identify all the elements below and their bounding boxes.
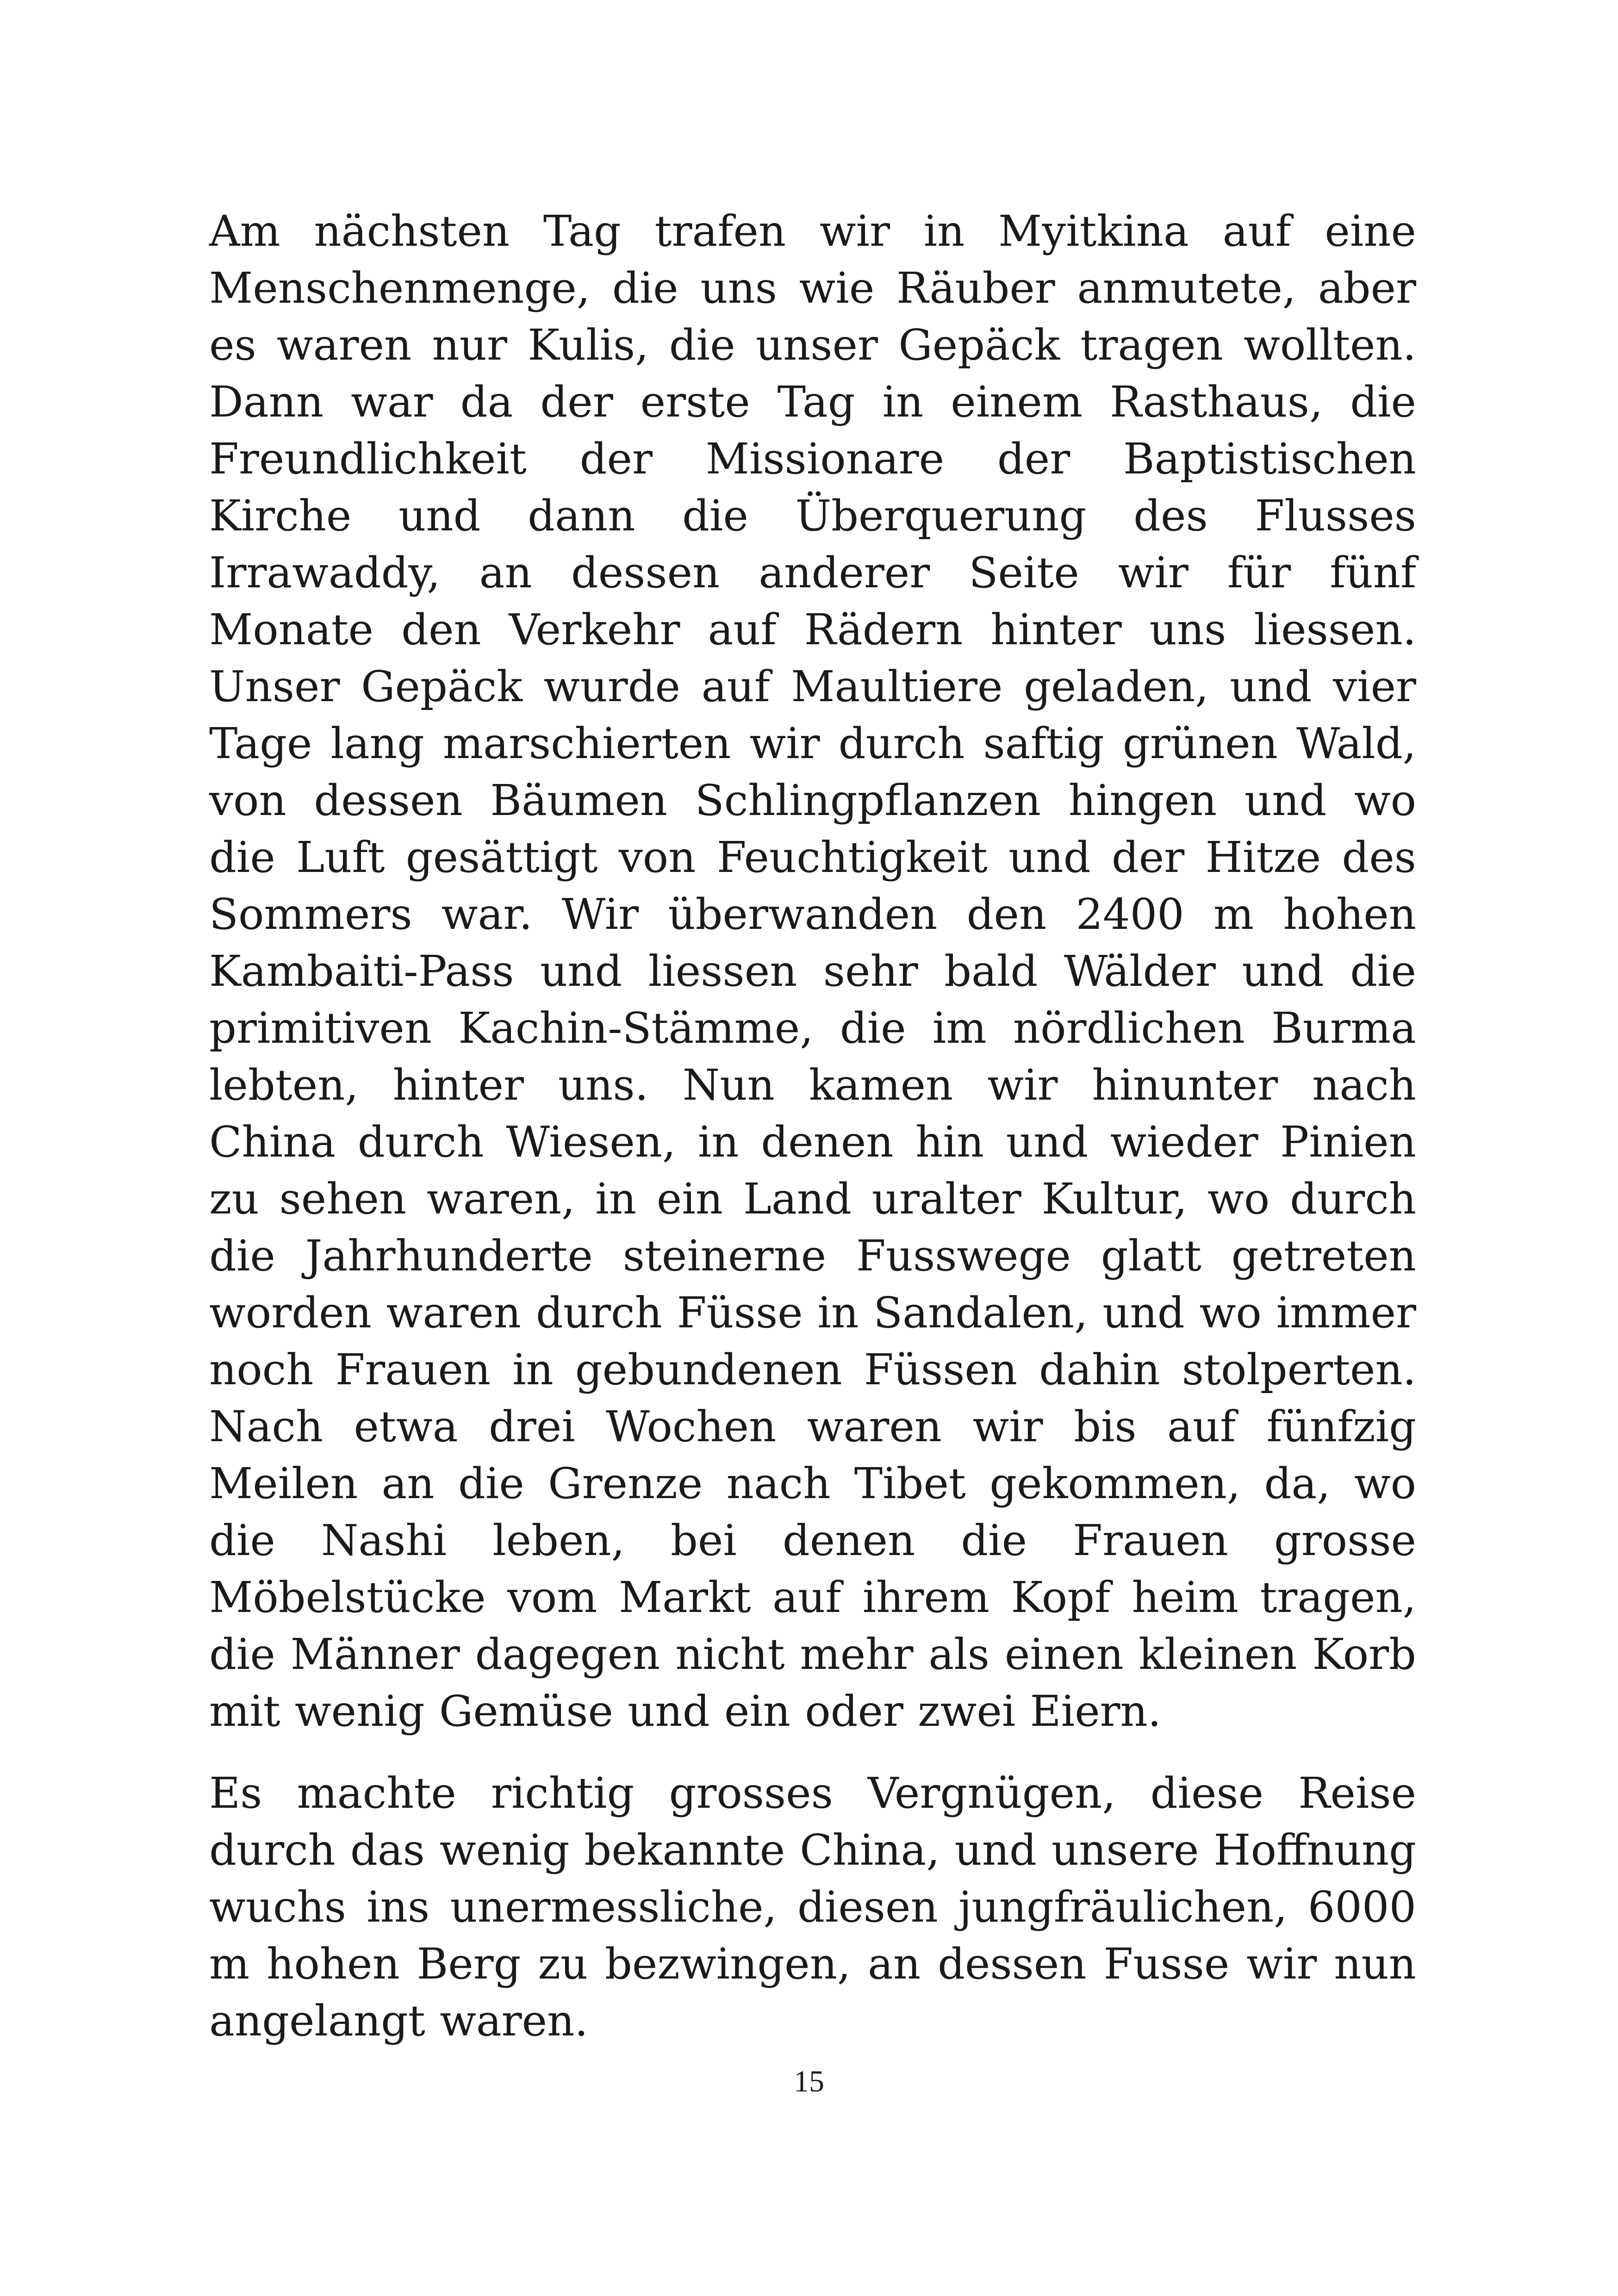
page-number: 15 <box>794 2065 824 2098</box>
body-text <box>209 203 1416 2049</box>
paragraph-2: Es machte richtig grosses Vergnügen, diese Reise durch das wenig bekannte China, und unsere Hoffnung wuchs ins unermessliche, diesen jungfräulichen, 6000 m hohen Berg zu bezwingen, an dessen Fusse wir nun angelangt waren. <box>209 1768 1416 2046</box>
paragraph-1: Am nächsten Tag trafen wir in Myitkina auf eine Menschenmenge, die uns wie Räuber anmutete, aber es waren nur Kulis, die unser Gepäck tragen wollten. Dann war da der erste Tag in einem Rasthaus, die Freundlichkeit der Missionare der Baptistischen Kirche und dann die Überquerung des Flusses Irrawaddy, an dessen anderer Seite wir für fünf Monate den Verkehr auf Rädern hinter uns liessen. Unser Gepäck wurde auf Maultiere geladen, und vier Tage lang marschierten wir durch saftig grünen Wald, von dessen Bäumen Schlingpflanzen hingen und wo die Luft gesättigt von Feuchtigkeit und der Hitze des Sommers war. Wir überwanden den 2400 m hohen Kambaiti-Pass und liessen sehr bald Wälder und die primitiven Kachin-Stämme, die im nördlichen Burma lebten, hinter uns. Nun kamen wir hinunter nach China durch Wiesen, in denen hin und wieder Pinien zu sehen waren, in ein Land uralter Kultur, wo durch die Jahrhunderte steinerne Fusswege glatt getreten worden waren durch Füsse in Sandalen, und wo immer noch Frauen in gebundenen Füssen dahin stolperten. Nach etwa drei Wochen waren wir bis auf fünfzig Meilen an die Grenze nach Tibet gekommen, da, wo die Nashi leben, bei denen die Frauen grosse Möbelstücke vom Markt auf ihrem Kopf heim tragen, die Männer dagegen nicht mehr als einen kleinen Korb mit wenig Gemüse und ein oder zwei Eiern. <box>209 206 1416 1736</box>
